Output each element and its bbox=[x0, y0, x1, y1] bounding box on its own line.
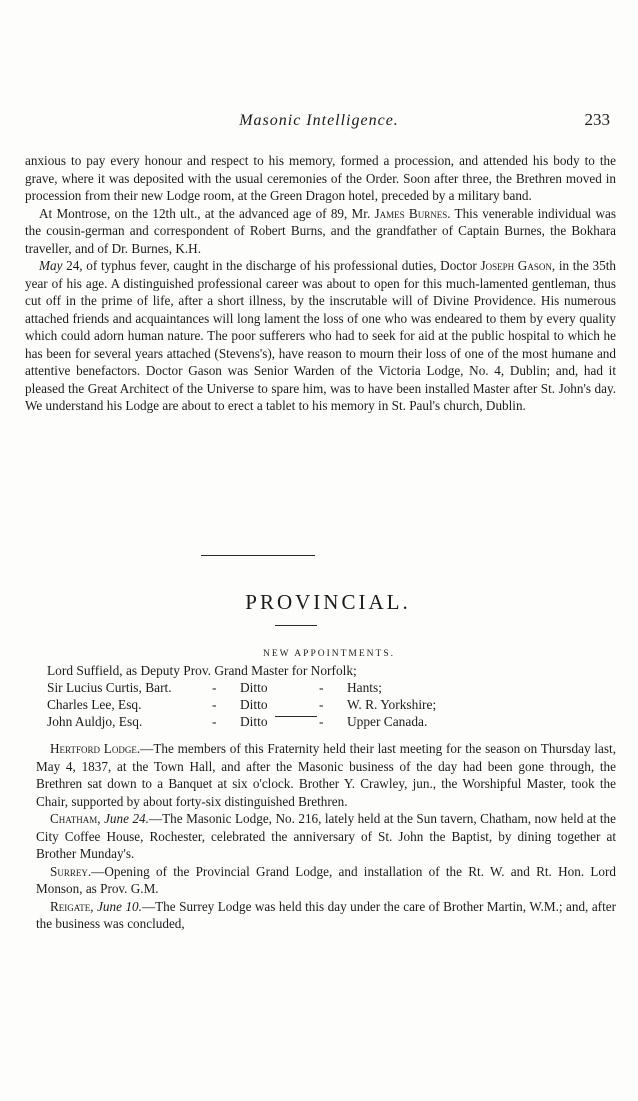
paragraph-montrose: At Montrose, on the 12th ult., at the advanced age of 89, Mr. James Burnes. This venerable individual was the cousin-german and correspondent of Robert Burns, and the grandfather of Captain Burnes, the Bokhara traveller, and of Dr. Burnes, K.H. bbox=[25, 205, 616, 256]
paragraph-hertford: Hertford Lodge.—The members of this Fraternity held their last meeting for the season on Thursday last, May 4, 1837, at the Town Hall, and after the Masonic business of the day had been gone through, the Brethren sat down to a Banquet at six o'clock. Brother Y. Crawley, jun., the Worshipful Master, took the Chair, supported by about forty-six distinguished Brethren. bbox=[36, 741, 616, 809]
date-lead: May bbox=[39, 258, 63, 273]
paragraph-surrey: Surrey.—Opening of the Provincial Grand Lodge, and installation of the Rt. W. and Rt. Hon. Lord Monson, as Prov. G.M. bbox=[36, 863, 616, 896]
running-title: Masonic Intelligence. bbox=[239, 112, 399, 129]
paragraph-chatham: Chatham, June 24.—The Masonic Lodge, No. 216, lately held at the Sun tavern, Chatham, now held at the City Coffee House, Rochester, celebrated the anniversary of St. John the Baptist, by dining together at Brother Munday's. bbox=[36, 811, 616, 861]
section-divider bbox=[201, 555, 315, 556]
lodge-name: Hertford Lodge. bbox=[50, 741, 141, 756]
date-lead: June 10. bbox=[93, 898, 142, 914]
place-name: Surrey. bbox=[50, 863, 92, 879]
provincial-text bbox=[36, 740, 616, 933]
short-divider bbox=[275, 625, 317, 626]
running-head bbox=[22, 112, 616, 134]
appointment-row: Lord Suffield, as Deputy Prov. Grand Master for Norfolk; bbox=[47, 663, 357, 678]
appointment-row: John Auldjo, Esq. - Ditto - Upper Canada. bbox=[47, 714, 428, 729]
date-lead: June 24. bbox=[100, 811, 149, 826]
appointment-row: Sir Lucius Curtis, Bart. - Ditto - Hants; bbox=[47, 680, 382, 695]
person-name: James Burnes bbox=[374, 205, 448, 221]
page-number: 233 bbox=[584, 110, 610, 129]
paragraph-reigate: Reigate, June 10.—The Surrey Lodge was held this day under the care of Brother Martin, W.M.; and, after the business was concluded, bbox=[36, 898, 616, 931]
short-divider bbox=[275, 716, 317, 717]
appointments-list bbox=[47, 662, 607, 730]
section-heading: PROVINCIAL. bbox=[245, 590, 411, 614]
appointments-heading: NEW APPOINTMENTS. bbox=[263, 649, 395, 659]
obituary-text bbox=[25, 152, 616, 415]
place-name: Reigate, bbox=[50, 898, 94, 914]
paragraph-procession: anxious to pay every honour and respect to his memory, formed a procession, and attended his body to the grave, where it was deposited with the usual ceremonies of the Order. Soon after three, the Brethren moved in procession from their new Lodge room, at the Green Dragon hotel, preceded by a military band. bbox=[25, 153, 616, 203]
place-name: Chatham, bbox=[50, 811, 101, 826]
appointment-row: Charles Lee, Esq. - Ditto - W. R. Yorkshire; bbox=[47, 697, 437, 712]
paragraph-gason: May 24, of typhus fever, caught in the discharge of his professional duties, Doctor Joseph Gason, in the 35th year of his age. A distinguished professional career was about to open for this much-lamented gentleman, thus cut off in the prime of life, after a short illness, by the inscrutable will of Divine Providence. His numerous attached friends and acquaintances will long lament the loss of one who was endeared to them by every quality which could adorn human nature. The poor sufferers who had to seek for aid at the public hospital to which he has been for several years attached (Stevens's), have reason to mourn their loss of one of the most humane and attentive benefactors. Doctor Gason was Senior Warden of the Victoria Lodge, No. 4, Dublin; and, had it pleased the Great Architect of the Universe to spare him, was to have been installed Master after St. John's day. We understand his Lodge are about to erect a tablet to his memory in St. Paul's church, Dublin. bbox=[25, 258, 616, 413]
person-name: Joseph Gason bbox=[480, 258, 552, 273]
